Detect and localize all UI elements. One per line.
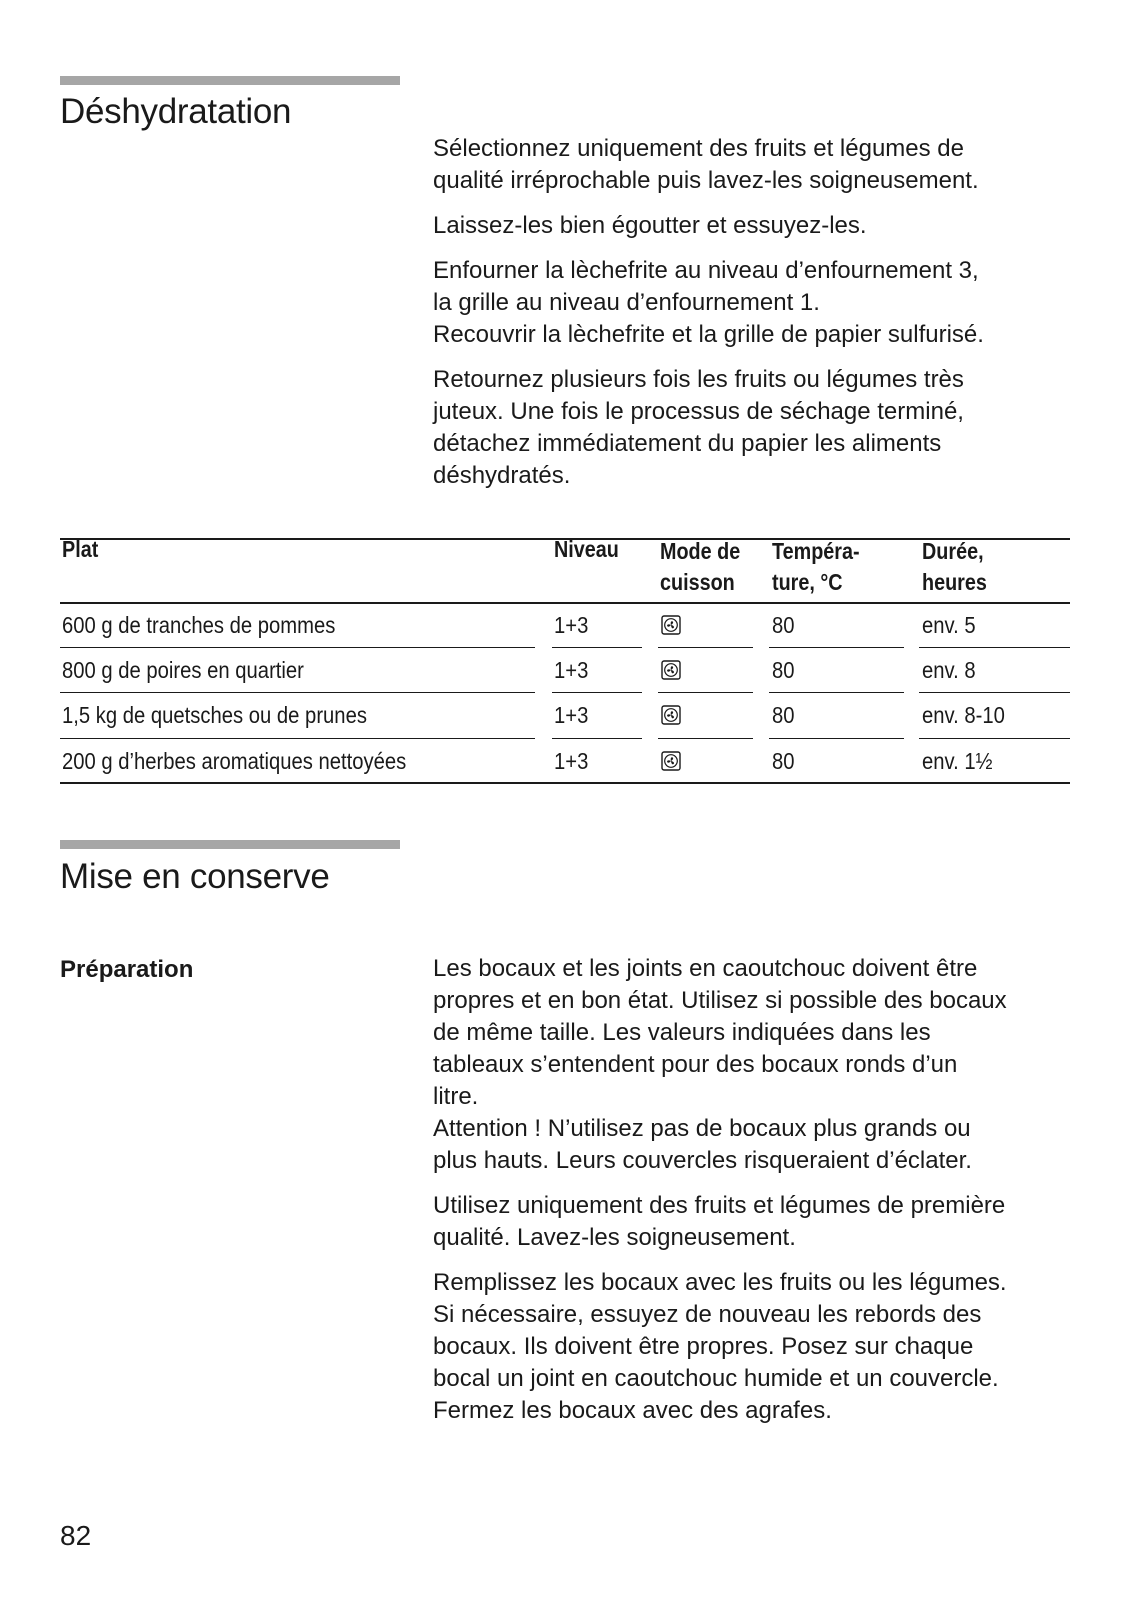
cell-plat: 1,5 kg de quetsches ou de prunes: [62, 702, 367, 728]
row-rule: [60, 647, 535, 648]
cell-niveau: 1+3: [554, 657, 589, 683]
cell-temperature: 80: [772, 748, 795, 774]
cell-temperature: 80: [772, 612, 795, 638]
paragraph: Retournez plusieurs fois les fruits ou légumes très juteux. Une fois le processus de séchage terminé, détachez immédiatement du papier les aliments déshydratés.: [433, 366, 964, 489]
fan-heating-icon: [661, 660, 681, 680]
header-mode: Mode de cuisson: [660, 538, 741, 595]
header-plat: Plat: [62, 536, 99, 562]
paragraph: Utilisez uniquement des fruits et légumes de première qualité. Lavez-les soigneusement.: [433, 1192, 1006, 1251]
fan-heating-icon: [661, 705, 681, 725]
cell-temperature: 80: [772, 657, 795, 683]
cell-duree: env. 1½: [922, 748, 993, 774]
table-bottom-rule: [60, 782, 1070, 784]
row-rule: [658, 738, 753, 739]
row-rule: [658, 692, 753, 693]
section-divider-bar: [60, 840, 400, 849]
row-rule: [919, 647, 1070, 648]
row-rule: [552, 692, 642, 693]
row-rule: [658, 647, 753, 648]
section-divider-bar: [60, 76, 400, 85]
cell-niveau: 1+3: [554, 702, 589, 728]
cell-plat: 800 g de poires en quartier: [62, 657, 304, 683]
row-rule: [552, 738, 642, 739]
row-rule: [769, 647, 904, 648]
row-rule: [769, 738, 904, 739]
paragraph: Remplissez les bocaux avec les fruits ou les légumes. Si nécessaire, essuyez de nouveau les rebords des bocaux. Ils doivent être propres. Posez sur chaque bocal un joint en caoutchouc humide et un couvercle. Fermez les bocaux avec des agrafes.: [433, 1269, 1007, 1424]
section-title-dehydration: Déshydratation: [60, 92, 292, 131]
dehydration-instructions: [433, 133, 1073, 505]
row-rule: [60, 738, 535, 739]
paragraph: Laissez-les bien égoutter et essuyez-les.: [433, 212, 867, 239]
cell-duree: env. 8-10: [922, 702, 1005, 728]
header-duree: Durée, heures: [922, 538, 987, 595]
cell-temperature: 80: [772, 702, 795, 728]
canning-instructions: [433, 953, 1073, 1440]
page-number: 82: [60, 1520, 92, 1551]
cell-duree: env. 5: [922, 612, 976, 638]
paragraph: Enfourner la lèchefrite au niveau d’enfournement 3, la grille au niveau d’enfournement 1. Recouvrir la lèchefrite et la grille de papier sulfurisé.: [433, 257, 984, 348]
cell-plat: 600 g de tranches de pommes: [62, 612, 336, 638]
cell-duree: env. 8: [922, 657, 976, 683]
paragraph: Les bocaux et les joints en caoutchouc doivent être propres et en bon état. Utilisez si possible des bocaux de même taille. Les valeurs indiquées dans les tableaux s’entendent pour des bocaux ronds d’un litre. Attention ! N’utilisez pas de bocaux plus grands ou plus hauts. Leurs couvercles risqueraient d’éclater.: [433, 955, 1007, 1174]
header-temperature: Tempéra- ture, °C: [772, 538, 860, 595]
cell-niveau: 1+3: [554, 748, 589, 774]
section-title-canning: Mise en conserve: [60, 857, 330, 896]
row-rule: [552, 647, 642, 648]
paragraph: Sélectionnez uniquement des fruits et légumes de qualité irréprochable puis lavez-les soigneusement.: [433, 135, 979, 194]
fan-heating-icon: [661, 751, 681, 771]
header-bottom-rule: [60, 602, 1070, 604]
row-rule: [919, 692, 1070, 693]
subheading-preparation: Préparation: [60, 956, 194, 983]
row-rule: [769, 692, 904, 693]
fan-heating-icon: [661, 615, 681, 635]
cell-niveau: 1+3: [554, 612, 589, 638]
cell-plat: 200 g d’herbes aromatiques nettoyées: [62, 748, 407, 774]
row-rule: [60, 692, 535, 693]
row-rule: [919, 738, 1070, 739]
header-niveau: Niveau: [554, 536, 619, 562]
